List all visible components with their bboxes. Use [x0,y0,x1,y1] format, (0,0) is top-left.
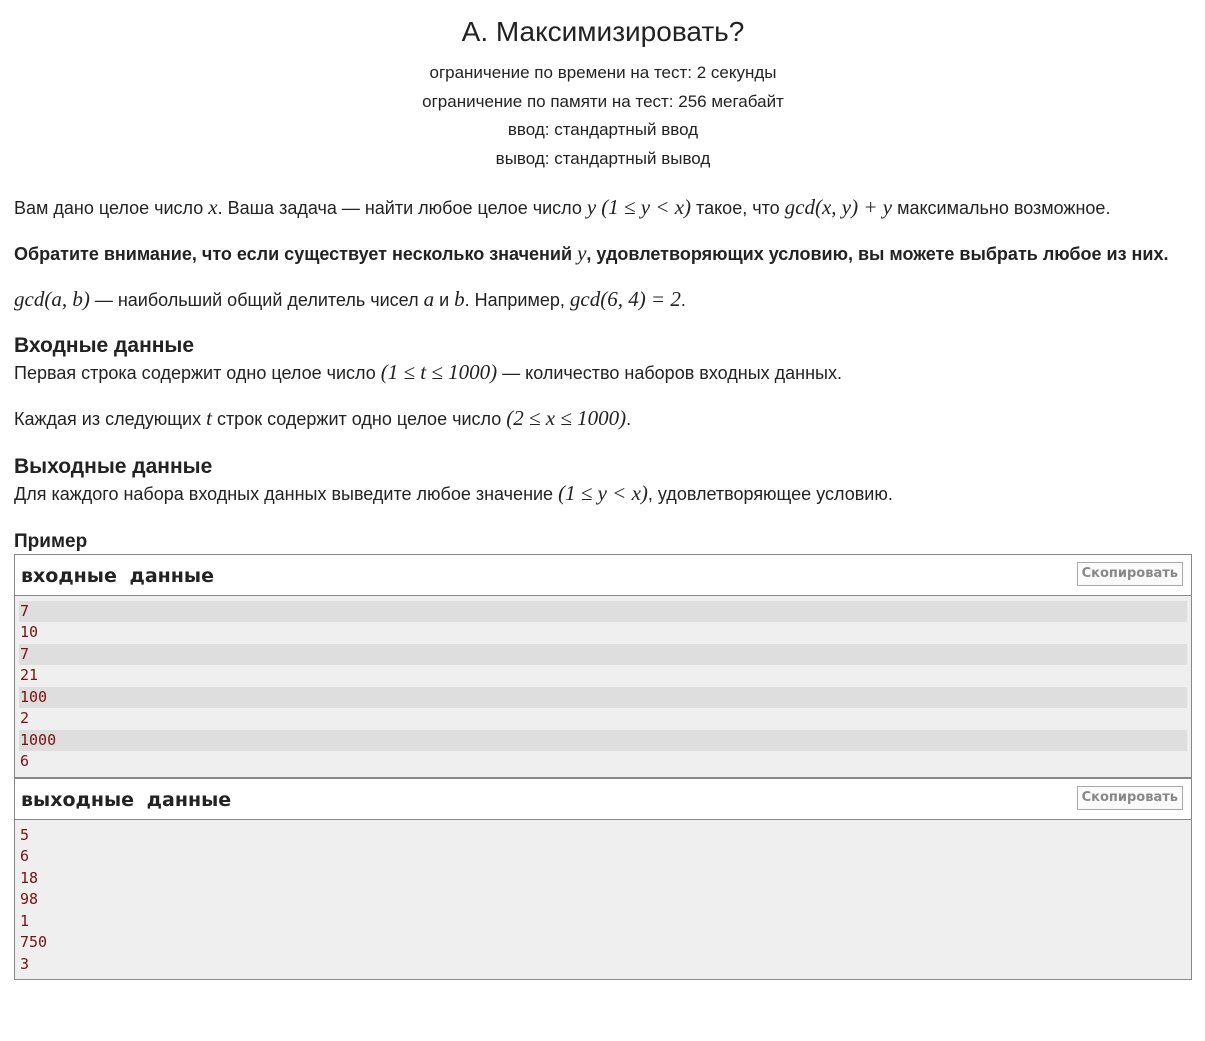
math-y: y [586,194,597,219]
output-line: 750 [20,933,48,952]
time-limit: ограничение по времени на тест: 2 секунды [429,63,777,82]
example-title: Пример [14,530,88,552]
input-line: 21 [20,666,39,685]
input-section-title: Входные данные [14,333,195,357]
copy-input-button[interactable]: Скопировать [1077,562,1183,586]
output-line: 98 [20,890,39,909]
input-line: 6 [20,752,30,771]
input-file: ввод: стандартный ввод [507,120,699,140]
output-section-title: Выходные данные [14,454,213,478]
output-line: 6 [20,847,30,866]
input-line: 7 [19,644,1187,666]
input-paragraph-1: Первая строка содержит одно целое число (1 ≤ t ≤ 1000) — количество наборов входных данных. [14,359,842,384]
input-line: 2 [20,709,30,728]
math-range-x: (2 ≤ x ≤ 1000) [506,405,627,430]
output-line: 5 [20,825,30,844]
math-range-y: (1 ≤ y < x) [558,480,648,505]
math-gcd-example: gcd(6, 4) = 2 [569,286,681,311]
math-y: y [577,240,587,265]
output-file: вывод: стандартный вывод [495,149,711,169]
math-t: t [206,405,212,430]
output-label: выходные данные [21,788,232,811]
input-paragraph-2: Каждая из следующих t строк содержит одно целое число (2 ≤ x ≤ 1000). [14,405,632,430]
math-b: b [454,286,465,311]
output-content [15,820,1191,980]
statement-paragraph-1: Вам дано целое число x. Ваша задача — найти любое целое число y (1 ≤ y < x) такое, что gcd(x, y) + y максимально возможное. [14,194,1111,219]
math-range-y: (1 ≤ y < x) [601,194,692,219]
input-line: 10 [20,623,39,642]
output-line: 18 [20,868,39,887]
input-header [15,555,1191,596]
input-content [15,596,1191,777]
input-line: 1000 [19,730,1187,752]
statement-note: Обратите внимание, что если существует несколько значений y, удовлетворяющих условию, вы можете выбрать любое из них. [14,240,1169,265]
problem-title: A. Максимизировать? [461,16,745,47]
memory-limit: ограничение по памяти на тест: 256 мегабайт [422,91,784,111]
output-header [15,779,1191,820]
output-line: 3 [20,954,30,973]
statement-paragraph-3: gcd(a, b) — наибольший общий делитель чисел a и b. Например, gcd(6, 4) = 2. [14,286,686,311]
math-expression: gcd(x, y) + y [784,194,893,219]
limits-block [14,59,1192,174]
output-line: 1 [20,911,30,930]
input-line: 7 [19,601,1187,623]
math-gcd-ab: gcd(a, b) [14,286,90,311]
input-label: входные данные [21,564,214,587]
math-a: a [423,286,435,311]
math-range-t: (1 ≤ t ≤ 1000) [380,359,498,384]
input-line: 100 [19,687,1187,709]
math-x: x [208,194,218,219]
problem-page [14,0,1192,980]
output-paragraph-1: Для каждого набора входных данных выведите любое значение (1 ≤ y < x), удовлетворяющее условию. [14,480,893,505]
example-box [14,554,1192,981]
copy-output-button[interactable]: Скопировать [1077,786,1183,810]
problem-header [14,14,1192,174]
